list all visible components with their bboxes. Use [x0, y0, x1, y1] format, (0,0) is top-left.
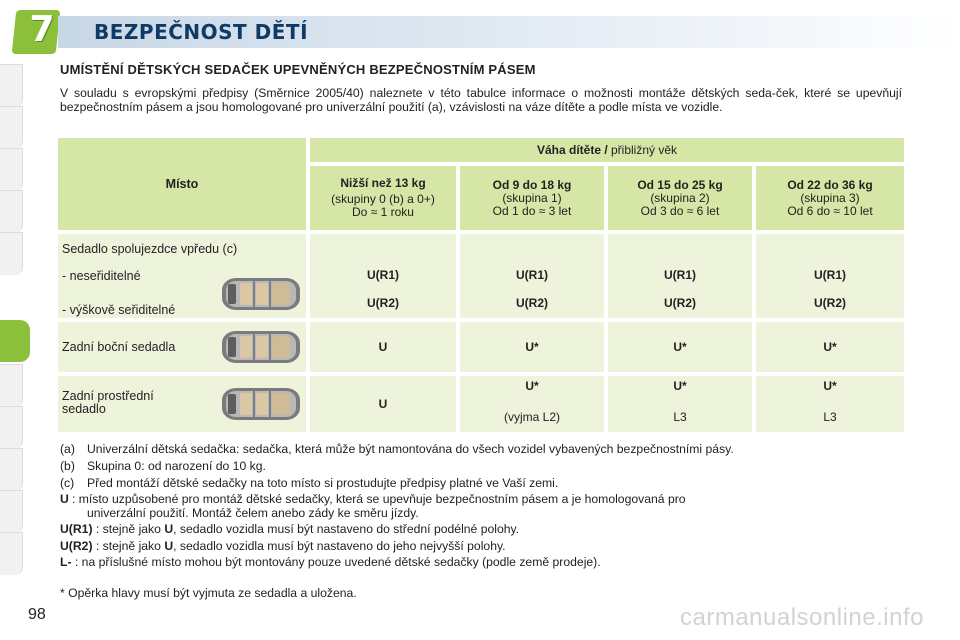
chapter-tab[interactable]: [0, 448, 23, 491]
cell: [310, 376, 456, 432]
cell-value: U(R2): [664, 296, 696, 311]
chapter-tab[interactable]: [0, 64, 23, 107]
car-seat-diagram-icon: [220, 274, 302, 314]
cell: [608, 322, 752, 372]
footnote-l: [60, 554, 601, 570]
footnote-text: Univerzální dětská sedačka: sedačka, která může být namontována do všech vozidel vybavených bezpečnostními pásy.: [87, 442, 734, 456]
group-age: Od 6 do ≈ 10 let: [787, 203, 873, 218]
chapter-tab[interactable]: [0, 532, 23, 575]
cell-value: U: [378, 339, 388, 354]
cell: [460, 322, 604, 372]
place-label: Sedadlo spolujezdce vpředu (c): [62, 242, 238, 256]
place-label: Zadní prostřední: [62, 389, 154, 403]
group-subtitle: (skupina 1): [502, 190, 562, 205]
footnote-key: U: [60, 492, 69, 506]
cell: [756, 376, 904, 432]
group-age: Od 1 do ≈ 3 let: [492, 203, 572, 218]
footnote-key: (b): [60, 459, 75, 473]
place-label: Zadní boční sedadla: [62, 340, 176, 354]
car-seat-diagram-icon: [220, 327, 302, 367]
cell-value: U*: [525, 379, 539, 393]
group-header: [310, 166, 456, 230]
watermark: carmanualsonline.info: [680, 604, 924, 631]
group-title: Nižší než 13 kg: [340, 176, 426, 190]
cell: [756, 322, 904, 372]
cell-subvalue: L3: [673, 410, 687, 424]
cell: [310, 234, 456, 318]
cell-subvalue: (vyjma L2): [503, 410, 560, 424]
footnote-text: : místo uzpůsobené pro montáž dětské sedačky, která se upevňuje bezpečnostním pásem a je homologovaná pro: [72, 492, 686, 506]
row-rear-middle-place: [58, 376, 306, 432]
footnote-text: : na příslušné místo mohou být montovány pouze uvedené dětské sedačky (podle země prodeje).: [71, 555, 601, 569]
footnote-key: (c): [60, 476, 75, 490]
chapter-tab[interactable]: [0, 190, 23, 233]
row-front-passenger-place: [58, 234, 306, 318]
footnote-b: [60, 458, 266, 474]
cell: [310, 322, 456, 372]
place-sublabel: - výškově seřiditelné: [62, 303, 176, 317]
page-title: BEZPEČNOST DĚTÍ: [94, 20, 309, 44]
footnote-u-continued: univerzální použití. Montáž čelem anebo zády ke směru jízdy.: [87, 506, 419, 520]
group-subtitle: (skupiny 0 (b) a 0+): [331, 192, 435, 206]
group-title: Od 9 do 18 kg: [492, 177, 572, 192]
group-subtitle: (skupina 3): [800, 190, 860, 205]
footnote-key: L-: [60, 555, 72, 569]
cell-subvalue: L3: [823, 410, 837, 424]
footnote-key: U(R2): [60, 539, 93, 553]
footnote-c: [60, 475, 558, 491]
cell-value: U(R1): [664, 267, 696, 282]
chapter-tab[interactable]: [0, 364, 23, 407]
footnote-key: (a): [60, 442, 75, 456]
footnote-ur1: [60, 521, 519, 537]
group-header: [756, 166, 904, 230]
group-header: [608, 166, 752, 230]
cell-value: U*: [823, 379, 837, 393]
cell: [756, 234, 904, 318]
cell-value: U(R1): [367, 267, 399, 282]
cell-value: U(R1): [814, 267, 846, 282]
asterisk-note: * Opěrka hlavy musí být vyjmuta ze sedadla a uložena.: [60, 586, 357, 600]
footnote-ur2: [60, 538, 506, 554]
footnote-u-ref: U: [164, 522, 174, 536]
group-title: Od 22 do 36 kg: [787, 177, 873, 192]
weight-header: [310, 138, 904, 162]
chapter-tab[interactable]: [0, 232, 23, 275]
cell-value: U*: [823, 339, 837, 354]
footnote-u-ref: U: [164, 539, 174, 553]
footnote-text: : stejně jako: [92, 522, 165, 536]
place-sublabel: - neseřiditelné: [62, 269, 141, 283]
footnote-text: Před montáží dětské sedačky na toto místo si prostudujte předpisy platné ve Vaší zemi.: [87, 476, 559, 490]
car-seat-diagram-icon: [220, 384, 302, 424]
chapter-tab[interactable]: [0, 406, 23, 449]
footnote-text: , sedadlo vozidla musí být nastaveno do jeho nejvyšší polohy.: [173, 539, 506, 553]
cell: [460, 376, 604, 432]
group-age: Od 3 do ≈ 6 let: [640, 203, 720, 218]
chapter-tab[interactable]: [0, 148, 23, 191]
cell: [460, 234, 604, 318]
intro-paragraph: V souladu s evropskými předpisy (Směrnice 2005/40) naleznete v této tabulce informace o možnosti montáže dětských seda-ček, které se upevňují bezpečnostním pásem a jsou homologované pro univerzální použití (a), vzávislosti na váze dítěte a podle místa ve vozidle.: [60, 86, 902, 114]
cell-value: U*: [673, 379, 687, 393]
chapter-tab-strip: [0, 64, 22, 584]
cell-value: U*: [673, 339, 687, 354]
footnote-key: U(R1): [60, 522, 93, 536]
place-label: sedadlo: [62, 402, 106, 416]
chapter-number: 7: [29, 9, 55, 50]
page-number: 98: [28, 606, 46, 623]
weight-header-bold: Váha dítěte /: [536, 142, 608, 157]
section-title: UMÍSTĚNÍ DĚTSKÝCH SEDAČEK UPEVNĚNÝCH BEZPEČNOSTNÍM PÁSEM: [60, 62, 536, 77]
group-header: [460, 166, 604, 230]
footnote-text: Skupina 0: od narození do 10 kg.: [87, 459, 266, 473]
cell-value: U*: [525, 339, 539, 354]
cell-value: U(R1): [516, 267, 548, 282]
cell-value: U(R2): [814, 296, 846, 311]
weight-header-normal: přibližný věk: [607, 142, 678, 157]
footnote-a: [60, 441, 734, 457]
chapter-tab[interactable]: [0, 106, 23, 149]
chapter-tab-active[interactable]: [0, 320, 30, 362]
cell: [608, 234, 752, 318]
row-rear-side-place: [58, 322, 306, 372]
group-title: Od 15 do 25 kg: [637, 177, 723, 192]
footnote-text: , sedadlo vozidla musí být nastaveno do střední podélné polohy.: [173, 522, 520, 536]
cell-value: U(R2): [516, 296, 548, 311]
cell-value: U(R2): [367, 296, 399, 311]
chapter-tab[interactable]: [0, 490, 23, 533]
footnote-text: : stejně jako: [92, 539, 165, 553]
cell: [608, 376, 752, 432]
cell-value: U: [378, 396, 388, 411]
group-subtitle: (skupina 2): [650, 190, 710, 205]
place-header: Místo: [58, 138, 306, 230]
group-age: Do ≈ 1 roku: [352, 205, 414, 219]
